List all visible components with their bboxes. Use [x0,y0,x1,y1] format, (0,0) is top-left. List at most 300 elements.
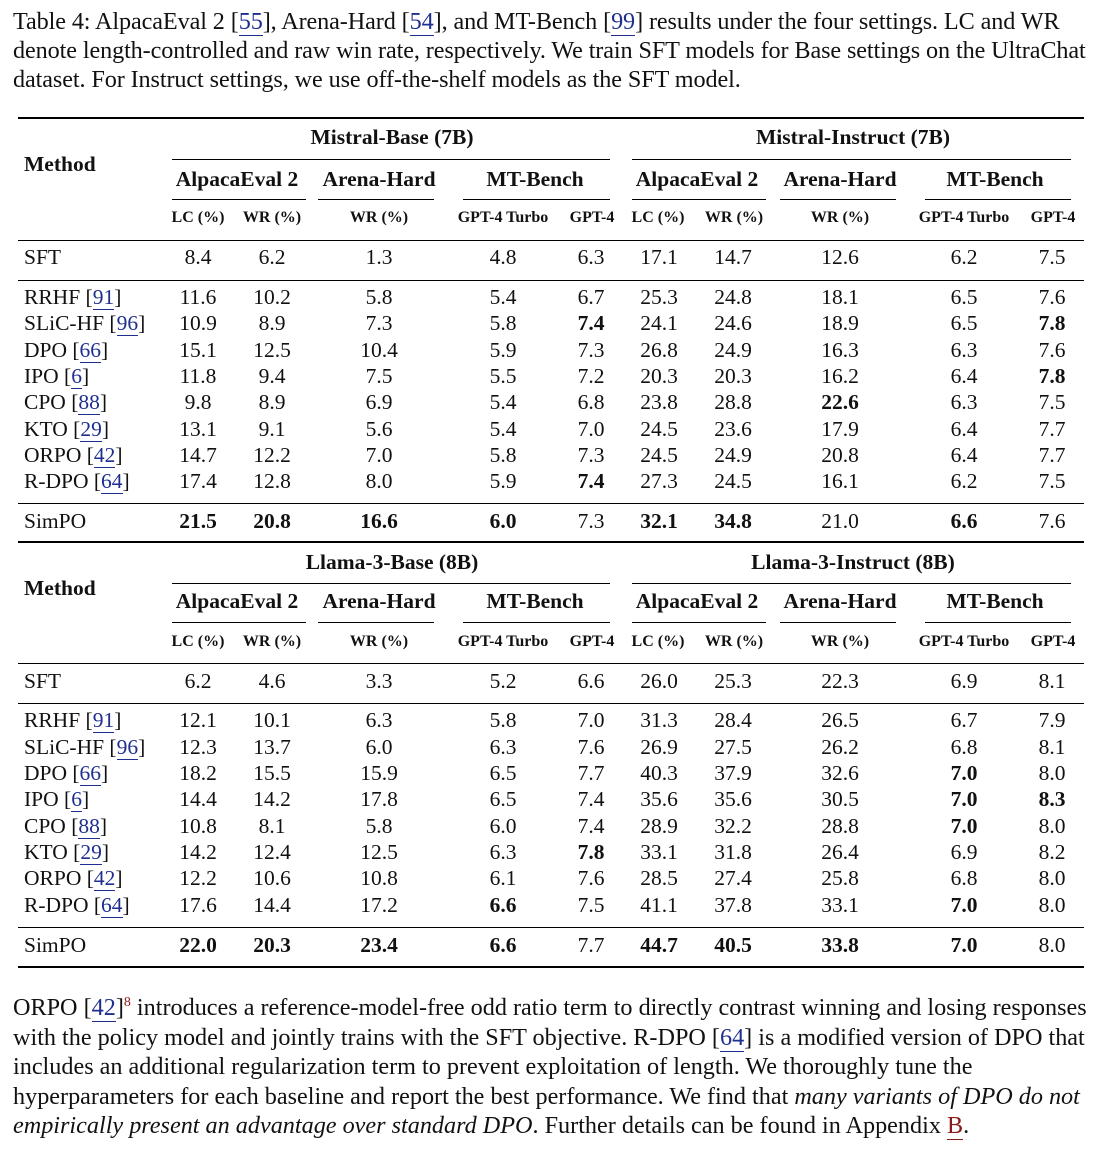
table-cell: 23.8 [640,390,678,414]
table-cell: 28.9 [640,814,678,838]
table-cell: 26.9 [640,735,678,759]
table-cell: 15.9 [360,761,398,785]
table-cell: 17.1 [640,245,678,269]
bracket: ] [101,840,110,864]
table-cell: 7.3 [577,443,605,467]
citation-link[interactable]: 91 [92,708,115,732]
row-label [24,417,109,442]
row-label [24,708,121,733]
table-cell: 7.0 [577,708,605,732]
metric-subheader: GPT-4 [569,633,615,650]
row-label [24,443,123,468]
table-cell: 28.8 [714,390,752,414]
bracket: ] [115,443,123,467]
method-name: SLiC-HF [ [24,735,117,759]
table-cell: 27.3 [640,469,678,493]
table-cell: 18.2 [179,761,217,785]
table-cell: 8.9 [258,311,286,335]
table-cell: 16.6 [360,509,398,533]
table-cell: 12.6 [821,245,859,269]
paragraph-text: . Further details can be found in Appendix [532,1112,947,1140]
citation-link[interactable]: 64 [101,893,123,917]
method-name: ORPO [ [24,866,94,890]
table-cell: 26.2 [821,735,859,759]
table-cell: 24.5 [714,469,752,493]
method-name: IPO [ [24,787,72,811]
table-cell: 6.3 [489,735,517,759]
header-cmidrule [632,199,766,200]
table-cell: 8.0 [1038,933,1066,957]
table-cell: 33.1 [821,893,859,917]
table-cell: 6.2 [258,245,286,269]
method-header: Method [24,576,96,600]
table-cell: 15.5 [253,761,291,785]
benchmark-header: AlpacaEval 2 [635,589,759,613]
benchmark-header: MT-Bench [946,589,1044,613]
table-cell: 5.2 [489,669,517,693]
table-cell: 27.4 [714,866,752,890]
table-cell: 9.8 [184,390,212,414]
bracket: ] [99,390,108,414]
table-rule [18,503,1084,504]
table-cell: 7.7 [1038,417,1066,441]
table-cell: 7.7 [1038,443,1066,467]
table-cell: 8.1 [1038,669,1066,693]
table-cell: 6.6 [489,933,517,957]
table-cell: 7.4 [577,469,605,493]
table-cell: 10.1 [253,708,291,732]
metric-subheader: LC (%) [631,209,685,226]
table-cell: 7.5 [577,893,605,917]
table-cell: 22.3 [821,669,859,693]
table-cell: 6.6 [577,669,605,693]
table-cell: 7.6 [577,866,605,890]
benchmark-header: Arena-Hard [783,589,897,613]
table-cell: 8.0 [365,469,393,493]
paragraph-text: introduces a reference-model-free odd ratio term to directly contrast winning and losing responses with the policy model and jointly trains with the SFT objective. R-DPO [ [13,994,1087,1051]
table-cell: 6.2 [950,245,978,269]
table-cell: 6.7 [950,708,978,732]
row-label [24,787,89,812]
table-cell: 17.9 [821,417,859,441]
citation-link[interactable]: 66 [79,761,102,785]
table-cell: 41.1 [640,893,678,917]
citation-link[interactable]: 54 [409,8,434,35]
benchmark-header: Arena-Hard [322,589,436,613]
table-cell: 7.6 [1038,338,1066,362]
metric-subheader: WR (%) [810,209,870,226]
table-cell: 18.1 [821,285,859,309]
table-cell: 7.9 [1038,708,1066,732]
method-name: RRHF [ [24,708,93,732]
citation-link[interactable]: 96 [116,735,139,759]
metric-subheader: WR (%) [704,209,764,226]
metric-subheader: LC (%) [171,633,225,650]
table-cell: 11.8 [179,364,217,388]
table-cell: 28.5 [640,866,678,890]
table-cell: 7.5 [365,364,393,388]
table-cell: 5.8 [365,285,393,309]
citation-link[interactable]: 29 [80,417,102,441]
citation-link[interactable]: 42 [93,443,116,467]
metric-subheader: WR (%) [704,633,764,650]
method-name: RRHF [ [24,285,93,309]
table-cell: 7.8 [1038,311,1066,335]
benchmark-header: AlpacaEval 2 [635,167,759,191]
row-label [24,285,121,310]
table-cell: 7.0 [950,761,978,785]
row-label [24,338,108,363]
row-label [24,893,130,918]
citation-link[interactable]: 66 [79,338,102,362]
bracket: ] [101,417,110,441]
table-cell: 8.3 [1038,787,1066,811]
bracket: ] [99,814,108,838]
table-cell: 7.3 [577,338,605,362]
table-cell: 7.2 [577,364,605,388]
model-group-title: Llama-3-Instruct (8B) [751,550,955,574]
citation-link[interactable]: 96 [116,311,139,335]
table-cell: 9.4 [258,364,286,388]
table-cell: 5.5 [489,364,517,388]
table-cell: 40.3 [640,761,678,785]
table-cell: 6.2 [184,669,212,693]
table-cell: 6.8 [577,390,605,414]
table-cell: 7.5 [1038,390,1066,414]
table-cell: 12.5 [360,840,398,864]
table-cell: 6.4 [950,443,978,467]
metric-subheader: WR (%) [349,633,409,650]
appendix-link[interactable]: B [946,1112,964,1140]
benchmark-header: AlpacaEval 2 [175,167,299,191]
table-cell: 7.4 [577,814,605,838]
header-cmidrule [632,622,766,623]
caption-text: ], and MT-Bench [ [433,8,612,35]
table-cell: 5.9 [489,469,517,493]
table-cell: 7.4 [577,787,605,811]
benchmark-header: MT-Bench [486,589,584,613]
table-cell: 4.8 [489,245,517,269]
paragraph-text: . [963,1112,970,1140]
table-cell: 14.4 [179,787,217,811]
table-cell: 35.6 [714,787,752,811]
table-cell: 24.1 [640,311,678,335]
table-cell: 6.4 [950,417,978,441]
table-cell: 6.6 [950,509,978,533]
table-cell: 21.5 [179,509,217,533]
table-cell: 37.8 [714,893,752,917]
table-cell: 17.4 [179,469,217,493]
table-cell: 27.5 [714,735,752,759]
bracket: ] [81,364,90,388]
table-cell: 6.9 [950,840,978,864]
table-cell: 20.8 [253,509,291,533]
table-rule [18,703,1084,704]
citation-link[interactable]: 99 [611,8,636,35]
header-cmidrule [925,199,1071,200]
table-cell: 17.8 [360,787,398,811]
table-cell: 7.5 [1038,469,1066,493]
table-cell: 7.7 [577,933,605,957]
table-cell: 24.9 [714,443,752,467]
bracket: ] [101,761,109,785]
citation-link[interactable]: 6 [71,787,82,811]
table-cell: 3.3 [365,669,393,693]
header-cmidrule [172,199,306,200]
benchmark-header: MT-Bench [486,167,584,191]
method-name: R-DPO [ [24,469,102,493]
citation-link[interactable]: 91 [92,285,115,309]
citation-link[interactable]: 42 [93,866,116,890]
footnote-marker[interactable]: 8 [123,994,131,1010]
table-cell: 12.4 [253,840,291,864]
header-cmidrule [172,622,306,623]
citation-link[interactable]: 6 [71,364,82,388]
header-cmidrule [318,199,434,200]
paragraph-text: ] [115,994,124,1021]
bracket: ] [115,866,123,890]
caption-text: ], Arena-Hard [ [262,8,410,35]
table-cell: 6.7 [577,285,605,309]
table-cell: 14.4 [253,893,291,917]
citation-link[interactable]: 29 [80,840,102,864]
header-cmidrule [172,159,610,160]
row-label [24,311,145,336]
metric-subheader: LC (%) [171,209,225,226]
table-cell: 20.8 [821,443,859,467]
table-cell: 6.9 [950,669,978,693]
method-name: ORPO [ [24,443,94,467]
metric-subheader: GPT-4 [1030,633,1076,650]
benchmark-header: MT-Bench [946,167,1044,191]
table-cell: 14.2 [179,840,217,864]
metric-subheader: GPT-4 Turbo [918,209,1010,226]
table-cell: 8.1 [1038,735,1066,759]
table-cell: 31.3 [640,708,678,732]
table-cell: 25.8 [821,866,859,890]
table-cell: 28.4 [714,708,752,732]
table-cell: 24.5 [640,443,678,467]
table-cell: 5.8 [489,311,517,335]
bracket: ] [114,708,122,732]
table-cell: 10.6 [253,866,291,890]
method-name: CPO [ [24,814,79,838]
table-cell: 13.7 [253,735,291,759]
table-cell: 7.5 [1038,245,1066,269]
table-cell: 7.4 [577,311,605,335]
table-cell: 6.3 [577,245,605,269]
row-label [24,814,107,839]
table-cell: 7.0 [950,933,978,957]
header-cmidrule [925,622,1071,623]
table-rule [18,280,1084,281]
table-caption [13,7,1091,94]
table-cell: 14.7 [714,245,752,269]
table-rule [18,927,1084,928]
table-cell: 14.2 [253,787,291,811]
row-label-sft: SFT [24,669,62,693]
table-cell: 6.0 [489,509,517,533]
row-label [24,866,123,891]
table-cell: 8.0 [1038,866,1066,890]
model-group-title: Llama-3-Base (8B) [305,550,479,574]
table-cell: 6.3 [365,708,393,732]
table-cell: 5.8 [365,814,393,838]
table-cell: 25.3 [714,669,752,693]
citation-link[interactable]: 64 [719,1023,745,1051]
table-cell: 7.6 [1038,285,1066,309]
table-rule [18,240,1084,241]
table-cell: 7.8 [577,840,605,864]
table-cell: 5.8 [489,708,517,732]
method-name: KTO [ [24,840,81,864]
citation-link[interactable]: 55 [238,8,263,35]
table-cell: 32.6 [821,761,859,785]
table-cell: 26.4 [821,840,859,864]
table-cell: 10.2 [253,285,291,309]
metric-subheader: WR (%) [810,633,870,650]
table-cell: 7.0 [950,787,978,811]
header-cmidrule [780,622,896,623]
table-cell: 12.1 [179,708,217,732]
table-cell: 6.3 [489,840,517,864]
table-cell: 32.2 [714,814,752,838]
metric-subheader: GPT-4 [569,209,615,226]
table-cell: 8.4 [184,245,212,269]
table-cell: 12.5 [253,338,291,362]
table-cell: 23.6 [714,417,752,441]
metric-subheader: GPT-4 Turbo [457,633,549,650]
table-cell: 7.0 [365,443,393,467]
table-cell: 5.8 [489,443,517,467]
table-cell: 7.7 [577,761,605,785]
row-label [24,735,145,760]
benchmark-header: Arena-Hard [322,167,436,191]
table-cell: 20.3 [253,933,291,957]
table-cell: 6.4 [950,364,978,388]
citation-link[interactable]: 88 [78,390,100,414]
table-cell: 7.6 [577,735,605,759]
table-cell: 9.1 [258,417,286,441]
paragraph-text: ORPO [ [13,994,92,1021]
table-cell: 23.4 [360,933,398,957]
table-cell: 6.2 [950,469,978,493]
table-rule [18,117,1084,119]
metric-subheader: LC (%) [631,633,685,650]
table-cell: 12.8 [253,469,291,493]
table-cell: 10.9 [179,311,217,335]
citation-link[interactable]: 42 [91,994,116,1021]
table-cell: 34.8 [714,509,752,533]
table-cell: 7.3 [365,311,393,335]
metric-subheader: GPT-4 [1030,209,1076,226]
table-cell: 12.2 [179,866,217,890]
table-cell: 10.4 [360,338,398,362]
metric-subheader: GPT-4 Turbo [918,633,1010,650]
table-cell: 6.6 [489,893,517,917]
table-cell: 16.2 [821,364,859,388]
table-cell: 40.5 [714,933,752,957]
bracket: ] [122,893,130,917]
table-cell: 7.6 [1038,509,1066,533]
table-cell: 5.9 [489,338,517,362]
table-cell: 17.2 [360,893,398,917]
table-rule [18,663,1084,664]
table-cell: 28.8 [821,814,859,838]
table-cell: 13.1 [179,417,217,441]
table-cell: 22.6 [821,390,859,414]
method-header: Method [24,152,96,176]
table-cell: 25.3 [640,285,678,309]
table-cell: 6.5 [950,285,978,309]
model-group-title: Mistral-Base (7B) [310,125,474,149]
bracket: ] [122,469,130,493]
table-cell: 6.5 [950,311,978,335]
table-cell: 6.9 [365,390,393,414]
table-rule [18,541,1084,543]
table-cell: 5.4 [489,417,517,441]
caption-text: ] results under the four settings. LC and WR denote length-controlled and raw win rate, respectively. We train SFT models for Base settings on the UltraChat dataset. For Instruct settings, we use off-the-shelf models as the SFT model. [13,8,1086,93]
citation-link[interactable]: 88 [78,814,100,838]
table-cell: 8.1 [258,814,286,838]
table-cell: 6.0 [365,735,393,759]
row-label-sft: SFT [24,245,62,269]
body-paragraph [13,993,1091,1141]
row-label [24,390,107,415]
table-cell: 44.7 [640,933,678,957]
table-cell: 6.8 [950,735,978,759]
bracket: ] [138,735,146,759]
emphasis-text: many variants of DPO do not empirically present an advantage over standard DPO [13,1082,1080,1140]
table-cell: 32.1 [640,509,678,533]
header-cmidrule [780,199,896,200]
metric-subheader: WR (%) [242,209,302,226]
method-name: CPO [ [24,390,79,414]
table-cell: 6.0 [489,814,517,838]
table-cell: 8.0 [1038,893,1066,917]
table-cell: 16.3 [821,338,859,362]
table-cell: 24.9 [714,338,752,362]
paragraph-text: ] is a modified version of DPO that includes an additional regularization term to prevent exploitation of length. We thoroughly tune the hyperparameters for each baseline and report the best performance. We find that [13,1023,1085,1110]
metric-subheader: WR (%) [242,633,302,650]
citation-link[interactable]: 64 [101,469,123,493]
metric-subheader: GPT-4 Turbo [457,209,549,226]
table-cell: 8.0 [1038,761,1066,785]
header-cmidrule [632,583,1071,584]
header-cmidrule [632,159,1071,160]
header-cmidrule [318,622,434,623]
table-cell: 22.0 [179,933,217,957]
table-cell: 6.8 [950,866,978,890]
table-cell: 31.8 [714,840,752,864]
table-cell: 4.6 [258,669,286,693]
table-cell: 24.6 [714,311,752,335]
table-cell: 10.8 [179,814,217,838]
method-name: SLiC-HF [ [24,311,117,335]
row-label-simpo: SimPO [24,509,87,533]
table-cell: 33.8 [821,933,859,957]
table-cell: 26.0 [640,669,678,693]
table-cell: 14.7 [179,443,217,467]
table-cell: 6.1 [489,866,517,890]
table-cell: 33.1 [640,840,678,864]
table-cell: 15.1 [179,338,217,362]
table-cell: 17.6 [179,893,217,917]
table-cell: 5.4 [489,390,517,414]
method-name: DPO [ [24,761,80,785]
table-cell: 6.3 [950,338,978,362]
table-cell: 37.9 [714,761,752,785]
